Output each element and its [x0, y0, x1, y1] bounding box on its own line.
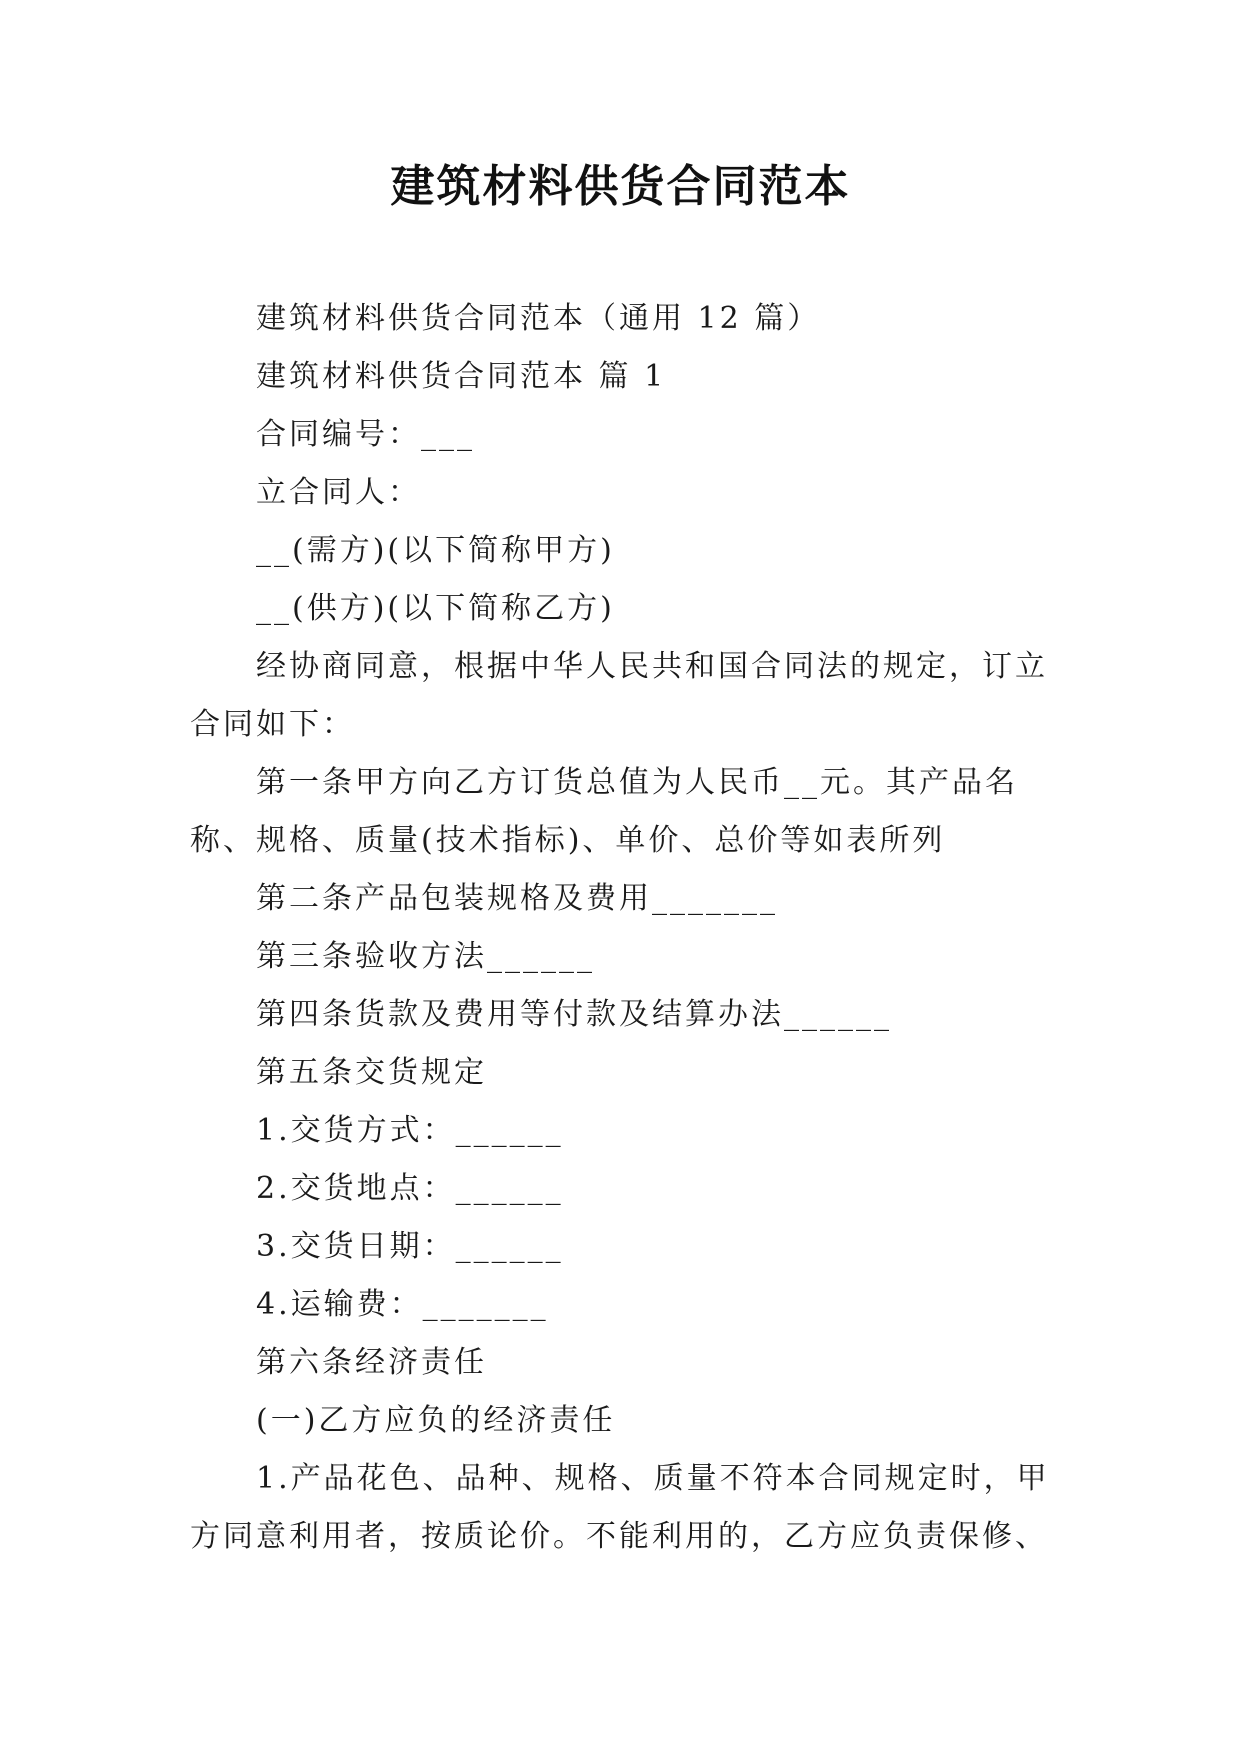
paragraph-subtitle: 建筑材料供货合同范本（通用 12 篇）: [256, 301, 821, 336]
paragraph-article-2: 第二条产品包装规格及费用_______: [256, 881, 778, 916]
paragraph-article-4: 第四条货款及费用等付款及结算办法______: [256, 997, 892, 1032]
paragraph-article-6: 第六条经济责任: [256, 1345, 487, 1380]
paragraph-article-5: 第五条交货规定: [256, 1055, 487, 1090]
paragraph-party-a: __(需方)(以下简称甲方): [256, 533, 615, 568]
paragraph-section-heading: 建筑材料供货合同范本 篇 1: [256, 359, 667, 394]
paragraph-party-b-liability: (一)乙方应负的经济责任: [256, 1403, 616, 1438]
paragraph-article-1: 第一条甲方向乙方订货总值为人民币__元。其产品名称、规格、质量(技术指标)、单价、总价等如表所列: [190, 765, 1018, 858]
paragraph-delivery-date: 3.交货日期：______: [256, 1229, 564, 1264]
paragraph-delivery-method: 1.交货方式：______: [256, 1113, 564, 1148]
paragraph-contract-number: 合同编号：___: [256, 417, 475, 452]
paragraph-preamble: 经协商同意，根据中华人民共和国合同法的规定，订立合同如下：: [190, 649, 1048, 742]
paragraph-article-3: 第三条验收方法______: [256, 939, 595, 974]
paragraph-liability-item-1: 1.产品花色、品种、规格、质量不符本合同规定时，甲方同意利用者，按质论价。不能利用的，乙方应负责保修、: [190, 1461, 1050, 1554]
paragraph-delivery-place: 2.交货地点：______: [256, 1171, 564, 1206]
paragraph-party-b: __(供方)(以下简称乙方): [256, 591, 615, 626]
document-body: [190, 290, 1060, 1566]
paragraph-transport-fee: 4.运输费：_______: [256, 1287, 549, 1322]
paragraph-parties-label: 立合同人：: [256, 475, 421, 510]
document-title: 建筑材料供货合同范本: [390, 161, 851, 212]
